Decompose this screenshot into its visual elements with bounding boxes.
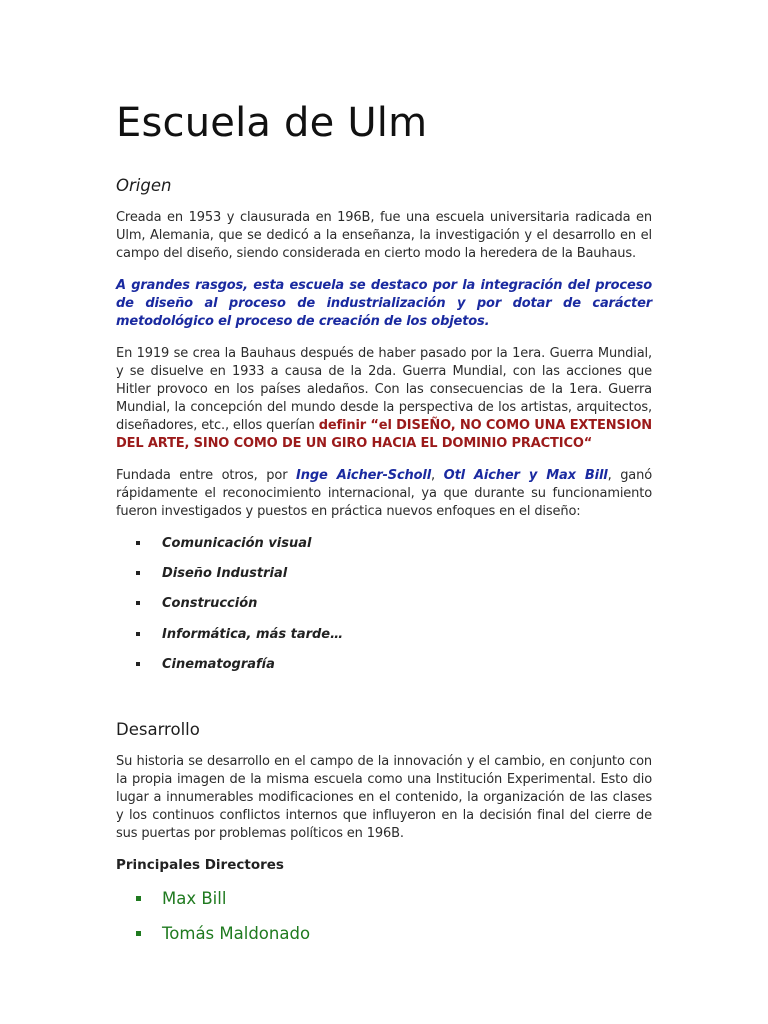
square-bullet-icon	[136, 632, 140, 636]
list-item-label: Cinematografía	[162, 656, 275, 672]
origin-highlight-paragraph: A grandes rasgos, esta escuela se destaco por la integración del proceso de diseño al proceso de industrialización y por dotar de carácter metodológico el proceso de creación de los objetos.	[116, 278, 652, 329]
origin-paragraph-1: Creada en 1953 y clausurada en 196B, fue una escuela universitaria radicada en Ulm, Alemania, que se dedicó a la enseñanza, la investigación y el desarrollo en el campo del diseño, siendo considerada en cierto modo la heredera de la Bauhaus.	[116, 210, 652, 261]
founders-end-text: , ganó rápidamente el reconocimiento internacional, ya que durante su funcionamiento fueron investigados y puestos en práctica nuevos enfoques en el diseño:	[116, 468, 653, 519]
design-areas-list	[116, 535, 652, 686]
founders-separator: ,	[431, 468, 444, 483]
founders-intro-text: Fundada entre otros, por	[116, 468, 297, 483]
list-item	[136, 565, 652, 595]
square-bullet-icon	[136, 896, 141, 901]
list-item	[136, 889, 652, 924]
development-paragraph: Su historia se desarrollo en el campo de la innovación y el cambio, en conjunto con la propia imagen de la misma escuela como una Institución Experimental. Esto dio lugar a innumerables modificaciones en el contenido, la organización de las clases y los continuos conflictos internos que influyeron en la decisión final del cierre de sus puertas por problemas políticos en 196B.	[116, 753, 652, 841]
list-item-label: Informática, más tarde…	[162, 626, 344, 642]
list-item	[136, 595, 652, 625]
origin-paragraph-bauhaus	[116, 345, 652, 453]
directors-list	[116, 889, 652, 959]
list-item-label: Construcción	[162, 596, 258, 612]
founder-name-1: Inge Aicher-Scholl	[296, 468, 432, 483]
list-item-label: Diseño Industrial	[162, 566, 288, 582]
square-bullet-icon	[136, 571, 140, 575]
list-item	[136, 924, 652, 959]
square-bullet-icon	[136, 601, 140, 605]
directors-heading: Principales Directores	[116, 856, 284, 873]
origin-paragraph-founders	[116, 467, 652, 521]
list-item-label: Comunicación visual	[162, 536, 312, 551]
director-name: Max Bill	[162, 888, 227, 908]
list-item	[136, 656, 652, 686]
director-name: Tomás Maldonado	[162, 923, 311, 943]
section-heading-development: Desarrollo	[116, 719, 200, 739]
square-bullet-icon	[136, 541, 140, 545]
square-bullet-icon	[136, 662, 140, 666]
square-bullet-icon	[136, 931, 141, 936]
design-definition-quote: definir “el DISEÑO, NO COMO UNA EXTENSION DEL ARTE, SINO COMO DE UN GIRO HACIA EL DOMINIO PRACTICO“	[116, 418, 653, 451]
bauhaus-text: En 1919 se crea la Bauhaus después de haber pasado por la 1era. Guerra Mundial, y se disuelve en 1933 a causa de la 2da. Guerra Mundial, con las acciones que Hitler provoco en los países aledaños. Con las consecuencias de la 1era. Guerra Mundial, la concepción del mundo desde la perspectiva de los artistas, arquitectos, diseñadores, etc., ellos querían	[116, 346, 652, 433]
founder-name-2: Otl Aicher y Max Bill	[443, 468, 608, 483]
list-item	[136, 535, 652, 565]
list-item	[136, 626, 652, 656]
section-heading-origin: Origen	[116, 176, 172, 195]
page-title: Escuela de Ulm	[116, 100, 428, 146]
